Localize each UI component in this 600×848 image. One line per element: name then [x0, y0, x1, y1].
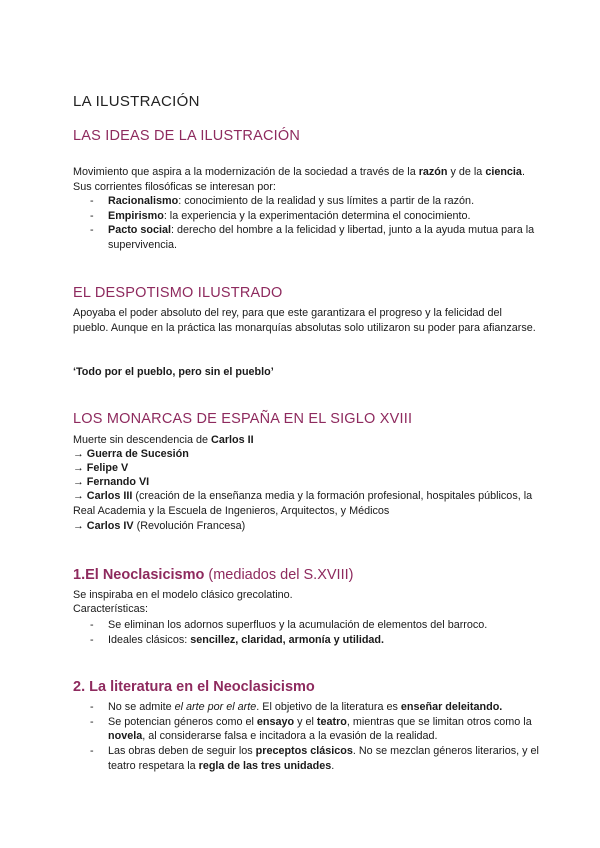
text-run: Movimiento que aspira a la modernización de la sociedad a través de la — [73, 166, 419, 178]
list-term: ensayo — [256, 715, 295, 728]
list-term: Racionalismo — [108, 195, 179, 207]
section-heading-despotismo: EL DESPOTISMO ILUSTRADO — [73, 285, 283, 301]
dash-bullet: - — [90, 195, 94, 207]
monarcas-line — [73, 447, 540, 461]
list-term: preceptos clásicos — [255, 745, 353, 758]
section-heading-literatura: 2. La literatura en el Neoclasicismo — [73, 679, 315, 695]
text-run-bold: Carlos IV — [86, 520, 134, 533]
list-term: sencillez, claridad, armonía y utilidad. — [190, 633, 385, 646]
arrow-icon: → — [73, 476, 87, 488]
monarcas-line — [73, 433, 540, 447]
list-text: No se admite — [108, 701, 175, 713]
list-text: y el — [294, 715, 317, 728]
text-run: (Revolución Francesa) — [133, 520, 246, 533]
dash-bullet: - — [90, 701, 94, 713]
list-text: Las obras deben de seguir los — [108, 745, 256, 758]
neoclasicismo-line: Se inspiraba en el modelo clásico grecolatino. — [73, 589, 293, 601]
literatura-list — [73, 700, 540, 774]
list-text: : la experiencia y la experimentación determina el conocimiento. — [163, 209, 471, 222]
list-item — [73, 700, 540, 715]
heading-normal: (mediados del S.XVIII) — [204, 567, 354, 583]
list-item — [73, 223, 540, 252]
list-text: Se eliminan los adornos superfluos y la acumulación de elementos del barroco. — [108, 619, 488, 631]
text-run-bold: Guerra de Sucesión — [86, 448, 189, 460]
list-text-italic: el arte por el arte — [174, 701, 257, 713]
arrow-icon: → — [73, 462, 87, 474]
text-run: (creación de la enseñanza media y la formación profesional, hospitales públicos, la Real Academia y la Escuela de Ingenieros, Arquitectos, y Médicos — [73, 490, 533, 517]
list-item — [73, 633, 540, 648]
section-ideas-intro — [73, 165, 540, 194]
list-term: regla de las tres unidades — [198, 759, 332, 772]
list-item — [73, 194, 540, 209]
heading-bold: 1.El Neoclasicismo — [73, 567, 205, 583]
monarcas-line — [73, 519, 540, 533]
section-heading-ideas: LAS IDEAS DE LA ILUSTRACIÓN — [73, 128, 300, 144]
page-title: LA ILUSTRACIÓN — [73, 93, 200, 110]
list-text: , mientras que se limitan otros como la — [346, 715, 532, 728]
dash-bullet: - — [90, 633, 94, 646]
dash-bullet: - — [90, 745, 94, 758]
list-text: , al considerarse falsa e incitadora a la evasión de la realidad. — [142, 730, 438, 743]
section-despotismo-para: Apoyaba el poder absoluto del rey, para que este garantizara el progreso y la felicidad del pueblo. Aunque en la práctica las monarquías absolutas solo utilizaron su poder para afianzarse. — [73, 307, 536, 334]
list-term: novela — [108, 730, 143, 743]
dash-bullet: - — [90, 224, 94, 237]
list-item — [73, 744, 540, 773]
list-text: Ideales clásicos: — [108, 633, 191, 646]
text-run-bold: Fernando VI — [86, 476, 150, 488]
neoclasicismo-line: Características: — [73, 603, 148, 615]
ideas-list — [73, 194, 540, 253]
quote: ‘Todo por el pueblo, pero sin el pueblo’ — [73, 366, 274, 378]
list-term: Pacto social — [108, 224, 172, 237]
list-text: . El objetivo de la literatura es — [256, 701, 401, 713]
section-heading-neoclasicismo — [73, 567, 540, 583]
arrow-icon: → — [73, 448, 87, 460]
list-text: Se potencian géneros como el — [108, 715, 257, 728]
list-text: : conocimiento de la realidad y sus límites a partir de la razón. — [178, 195, 475, 207]
arrow-icon: → — [73, 520, 87, 533]
list-text: . No se mezclan géneros literarios, y el teatro respetara la — [108, 745, 539, 772]
text-run-bold: ciencia — [485, 166, 522, 178]
text-run: Muerte sin descendencia de — [73, 434, 212, 446]
dash-bullet: - — [90, 619, 94, 631]
dash-bullet: - — [90, 209, 94, 222]
list-item — [73, 715, 540, 744]
monarcas-line — [73, 461, 540, 475]
monarcas-line — [73, 475, 540, 489]
dash-bullet: - — [90, 715, 94, 728]
text-run: . Sus corrientes filosóficas se interesan por: — [73, 166, 525, 193]
list-term: Empirismo — [108, 209, 164, 222]
text-run-bold: Carlos II — [211, 434, 254, 446]
text-run: y de la — [447, 166, 486, 178]
arrow-icon: → — [73, 490, 87, 502]
list-text: . — [331, 759, 335, 772]
section-heading-monarcas: LOS MONARCAS DE ESPAÑA EN EL SIGLO XVIII — [73, 411, 413, 427]
list-item — [73, 209, 540, 224]
list-term: teatro — [316, 715, 347, 728]
neoclasicismo-list — [73, 618, 540, 647]
text-run-bold: razón — [418, 166, 448, 178]
monarcas-block — [73, 433, 540, 533]
list-item — [73, 618, 540, 633]
list-text: : derecho del hombre a la felicidad y libertad, junto a la ayuda mutua para la supervivencia. — [108, 224, 535, 252]
text-run-bold: Carlos III — [86, 490, 133, 502]
monarcas-line — [73, 489, 540, 518]
text-run-bold: Felipe V — [86, 462, 129, 474]
list-term: enseñar deleitando. — [400, 701, 503, 713]
